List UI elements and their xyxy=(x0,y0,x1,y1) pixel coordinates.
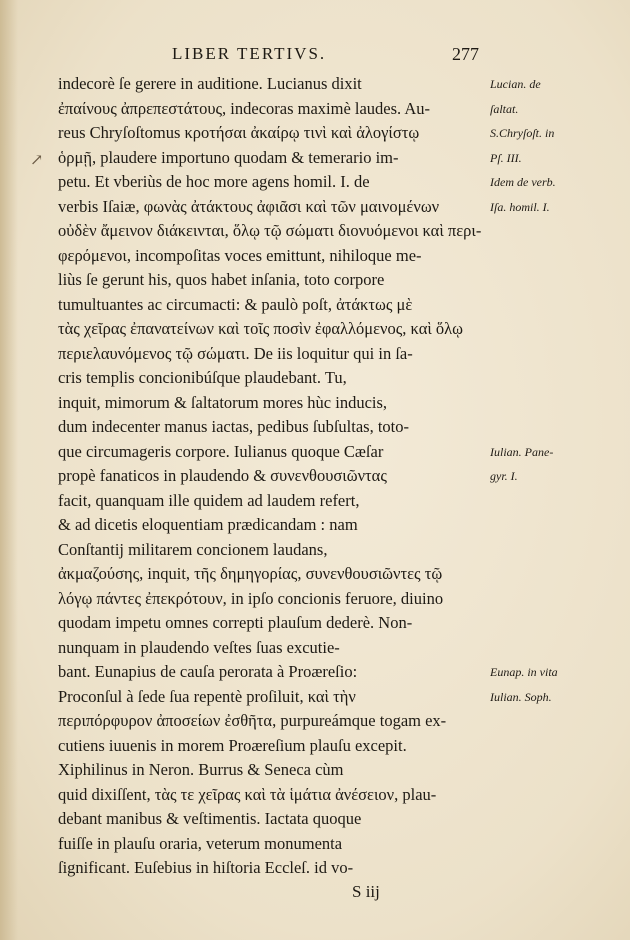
text-line: debant manibus & veſtimentis. Iactata quoque xyxy=(58,809,362,828)
text-line: ὁρμῇ, plaudere importuno quodam & temerario im- xyxy=(58,147,399,167)
margin-spacer xyxy=(490,807,624,832)
margin-spacer xyxy=(490,415,624,440)
margin-note: ſaltat. xyxy=(490,101,519,116)
text-line: οὐδὲν ἄμεινον διάκεινται, ὅλῳ τῷ σώματι διονυόμενοι καὶ περι- xyxy=(58,221,482,240)
margin-note: Iſa. homil. I. xyxy=(490,199,550,214)
margin-spacer xyxy=(490,538,624,563)
text-line: petu. Et vberiùs de hoc more agens homil. I. de xyxy=(58,172,370,191)
margin-note: Idem de verb. xyxy=(490,175,556,189)
margin-spacer xyxy=(490,219,624,244)
text-line: liùs ſe gerunt his, quos habet inſania, toto corpore xyxy=(58,270,385,289)
text-line: propè fanaticos in plaudendo & συνενθουσιῶντας xyxy=(58,466,387,485)
margin-spacer xyxy=(490,366,624,391)
text-line: nunquam in plaudendo veſtes ſuas excutie- xyxy=(58,637,340,657)
signature-mark: S iij xyxy=(352,882,380,901)
margin-spacer xyxy=(490,587,624,612)
text-line: περιελαυνόμενος τῷ σώματι. De iis loquitur qui in ſa- xyxy=(58,343,413,363)
margin-spacer xyxy=(490,562,624,587)
margin-spacer xyxy=(490,489,624,514)
main-text-column xyxy=(58,72,484,881)
text-line: Conſtantij militarem concionem laudans, xyxy=(58,539,328,559)
running-head: LIBER TERTIVS. xyxy=(172,44,327,63)
text-line: facit, quanquam ille quidem ad laudem refert, xyxy=(58,490,360,510)
margin-spacer xyxy=(490,636,624,661)
text-line: ἀκμαζούσης, inquit, τῆς δημηγορίας, συνενθουσιῶντες τῷ xyxy=(58,564,443,583)
text-line: quodam impetu omnes correpti plauſum dederè. Non- xyxy=(58,613,413,632)
margin-spacer xyxy=(490,856,624,881)
margin-note: Lucian. de xyxy=(490,77,541,91)
text-line: cris templis concionibúſque plaudebant. Tu, xyxy=(58,368,347,387)
margin-spacer xyxy=(490,611,624,636)
margin-spacer xyxy=(490,293,624,318)
margin-note: Iulian. Soph. xyxy=(490,689,552,704)
text-line: τὰς χεῖρας ἐπανατείνων καὶ τοῖς ποσὶν ἐφαλλόμενος, καὶ ὅλῳ xyxy=(58,319,464,338)
margin-note: Iulian. Pane- xyxy=(490,444,554,459)
text-line: verbis Iſaiæ, φωνὰς ἀτάκτους ἀφιᾶσι καὶ τῶν μαινομένων xyxy=(58,196,440,216)
margin-spacer xyxy=(490,244,624,269)
margin-spacer xyxy=(490,709,624,734)
text-line: quid dixiſſent, τὰς τε χεῖρας καὶ τὰ ἱμάτια ἀνέσειον, plau- xyxy=(58,784,437,804)
margin-spacer xyxy=(490,783,624,808)
margin-note: S.Chryſoſt. in xyxy=(490,126,555,140)
text-line: dum indecenter manus iactas, pedibus ſubſultas, toto- xyxy=(58,417,410,436)
margin-spacer xyxy=(490,758,624,783)
text-line: tumultuantes ac circumacti: & paulò poſt, ἀτάκτως μὲ xyxy=(58,294,413,314)
text-line: φερόμενοι, incompoſitas voces emittunt, nihiloque me- xyxy=(58,245,422,265)
margin-note: gyr. I. xyxy=(490,469,518,483)
margin-notes-column xyxy=(490,72,624,881)
text-line: cutiens iuuenis in morem Proæreſium plauſu excepit. xyxy=(58,735,407,755)
text-line: Xiphilinus in Neron. Burrus & Seneca cùm xyxy=(58,760,344,779)
text-line: λόγῳ πάντες ἐπεκρότουν, in ipſo concionis feruore, diuino xyxy=(58,588,444,608)
margin-pen-mark: ↗ xyxy=(30,150,44,169)
text-line: bant. Eunapius de cauſa perorata à Proæreſio: xyxy=(58,662,358,681)
margin-spacer xyxy=(490,342,624,367)
margin-spacer xyxy=(490,513,624,538)
text-line: que circumageris corpore. Iulianus quoque Cæſar xyxy=(58,441,384,461)
margin-note: Pſ. III. xyxy=(490,150,522,165)
text-line: ſignificant. Euſebius in hiſtoria Eccleſ. id vo- xyxy=(58,858,354,877)
text-line: Proconſul à ſede ſua repentè proſiluit, καὶ τὴν xyxy=(58,686,356,706)
margin-spacer xyxy=(490,317,624,342)
margin-spacer xyxy=(490,734,624,759)
text-line: & ad dicetis eloquentiam prædicandam : nam xyxy=(58,515,358,534)
margin-note: Eunap. in vita xyxy=(490,665,558,679)
page-edge-shadow xyxy=(0,0,18,940)
text-line: inquit, mimorum & ſaltatorum mores hùc inducis, xyxy=(58,392,388,412)
text-line: reus Chryſoſtomus κροτήσαι ἀκαίρῳ τινὶ καὶ ἀλογίστῳ xyxy=(58,123,420,142)
text-line: indecorè ſe gerere in auditione. Lucianus dixit xyxy=(58,74,362,93)
margin-spacer xyxy=(490,832,624,857)
page-header xyxy=(0,44,630,68)
page-number: 277 xyxy=(452,44,479,64)
text-line: fuiſſe in plauſu oraria, veterum monumenta xyxy=(58,833,343,853)
margin-spacer xyxy=(490,268,624,293)
margin-spacer xyxy=(490,391,624,416)
text-line: ἐπαίνους ἀπρεπεστάτους, indecoras maximè laudes. Au- xyxy=(58,98,431,118)
text-line: περιπόρφυρον ἀποσείων ἐσθῆτα, purpureámque togam ex- xyxy=(58,711,447,730)
